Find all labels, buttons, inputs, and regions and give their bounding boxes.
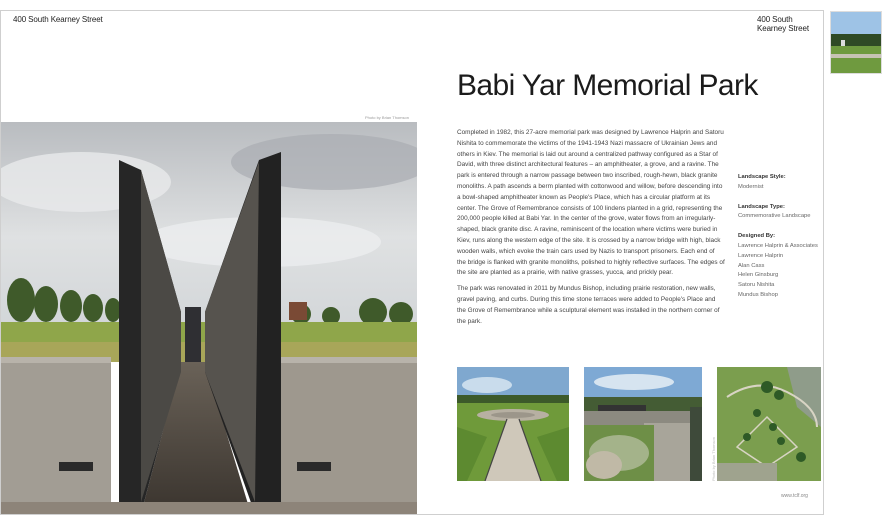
- page-title: Babi Yar Memorial Park: [457, 69, 758, 102]
- aerial-photo-illustration: [717, 367, 821, 481]
- designer-item: Lawrence Halprin: [738, 252, 784, 259]
- running-header-left: 400 South Kearney Street: [13, 15, 103, 24]
- body-paragraph-1: Completed in 1982, this 27-acre memorial park was designed by Lawrence Halprin and Satoru Nishita to commemorate the victims of the 1941-1943 Nazi massacre of Ukrainian Jews and others in Kiev. The memorial is laid out around a centralized pathway configured as a Star of David, with three distinct architectural features – an amphitheater, a grove, and a ravine. The park is entered through a narrow passage between two inscribed, rough-hewn, black granite monoliths. A path ascends a berm planted with cottonwood and willow, before descending into a bowl-shaped amphitheater known as People's Place, which has a circular platform at its center. The Grove of Remembrance consists of 100 lindens planted in a grid, representing the 200,000 people killed at Babi Yar. In the center of the grove, water flows from an irregularly-shaped, black granite disc. A ravine, reminiscent of the location where victims were buried in Kiev, runs along the western edge of the site. It is crossed by a narrow bridge with high, black wooden walls, which evoke the train cars used by Nazis to transport prisoners. Each end of the bridge is flanked with granite monoliths, polished to highly reflective surfaces. The edges of the site are planted as a prairie, with native grasses, yucca, and prickly pear.: [457, 129, 725, 277]
- main-photo-credit: Photo by Brian Thomson: [365, 115, 409, 120]
- metadata-sidebar: [738, 173, 820, 311]
- grove-photo-illustration: [584, 367, 702, 481]
- thumb-photo-walkway: [457, 367, 569, 481]
- designer-item: Mundus Bishop: [738, 291, 778, 298]
- type-label: Landscape Type:: [738, 203, 785, 210]
- footer-url: www.tclf.org: [781, 493, 808, 499]
- walkway-photo-illustration: [457, 367, 569, 481]
- main-photo-bridge: [1, 122, 417, 514]
- thumb-photo-grove: [584, 367, 702, 481]
- designer-item: Satoru Nishita: [738, 282, 775, 289]
- body-paragraph-2: The park was renovated in 2011 by Mundus Bishop, including prairie restoration, new walls, gravel paving, and curbs. During this time stone terraces were added to People's Place and the Grove of Remembrance while a sculptural element was installed in the northern corner of the park.: [457, 285, 720, 325]
- designer-item: Lawrence Halprin & Associates: [738, 242, 818, 249]
- body-text: [457, 128, 725, 332]
- style-value: Modernist: [738, 183, 764, 190]
- designer-item: Alan Cass: [738, 262, 765, 269]
- running-header-right: 400 South Kearney Street: [757, 15, 809, 33]
- type-value: Commemorative Landscape: [738, 213, 811, 220]
- brochure-page: [0, 10, 824, 515]
- thumb-photo-credit: Photo by Brian Thomson: [711, 437, 716, 481]
- designed-by-label: Designed By:: [738, 233, 776, 240]
- next-page-preview: [830, 11, 882, 74]
- bridge-photo-illustration: [1, 122, 417, 514]
- next-page-photo: [831, 12, 882, 74]
- designer-item: Helen Ginsburg: [738, 272, 779, 279]
- style-label: Landscape Style:: [738, 174, 786, 180]
- thumb-photo-aerial: [717, 367, 821, 481]
